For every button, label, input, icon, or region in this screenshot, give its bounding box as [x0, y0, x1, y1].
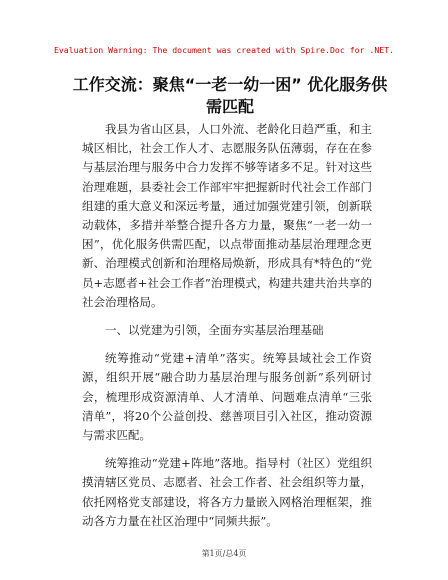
document-body [82, 120, 372, 531]
intro-paragraph: 我县为省山区县，人口外流、老龄化日趋严重，和主城区相比，社会工作人才、志愿服务队伍薄弱，存在在参与基层治理与服务中合力发挥不够等诸多不足。针对这些治理难题，县委社会工作部牢牢把握新时代社会工作部门组建的重大意义和深远考量，通过加强党建引领，创新联动载体，多措并举整合提升各方力量，聚焦“一老一幼一困”，优化服务供需匹配，以点带面推动基层治理理念更新、治理模式创新和治理格局焕新，形成具有*特色的“党员+志愿者+社会工作者”治理模式，构建共建共治共享的社会治理格局。 [82, 122, 372, 309]
page-number: 第1页/总4页 [201, 549, 247, 558]
body-paragraph: 统筹推动“党建+清单”落实。统筹县域社会工作资源，组织开展“融合助力基层治理与服务创新”系列研讨会，梳理形成资源清单、人才清单、问题难点清单“三张清单”，将20个公益创投、慈善项目引入社区，推动资源与需求匹配。 [82, 351, 372, 443]
document-title: 工作交流：聚焦“一老一幼一困” 优化服务供需匹配 [72, 75, 388, 116]
section-heading: 一、以党建为引领，全面夯实基层治理基础 [105, 323, 324, 338]
body-paragraph: 统筹推动“党建+阵地”落地。指导村（社区）党组织摸清辖区党员、志愿者、社会工作者、社会组织等力量，依托网格党支部建设，将各方力量嵌入网格治理框架，推动各方力量在社区治理中“同频共振”。 [82, 456, 372, 528]
evaluation-warning: Evaluation Warning: The document was created with Spire.Doc for .NET. [53, 45, 395, 55]
